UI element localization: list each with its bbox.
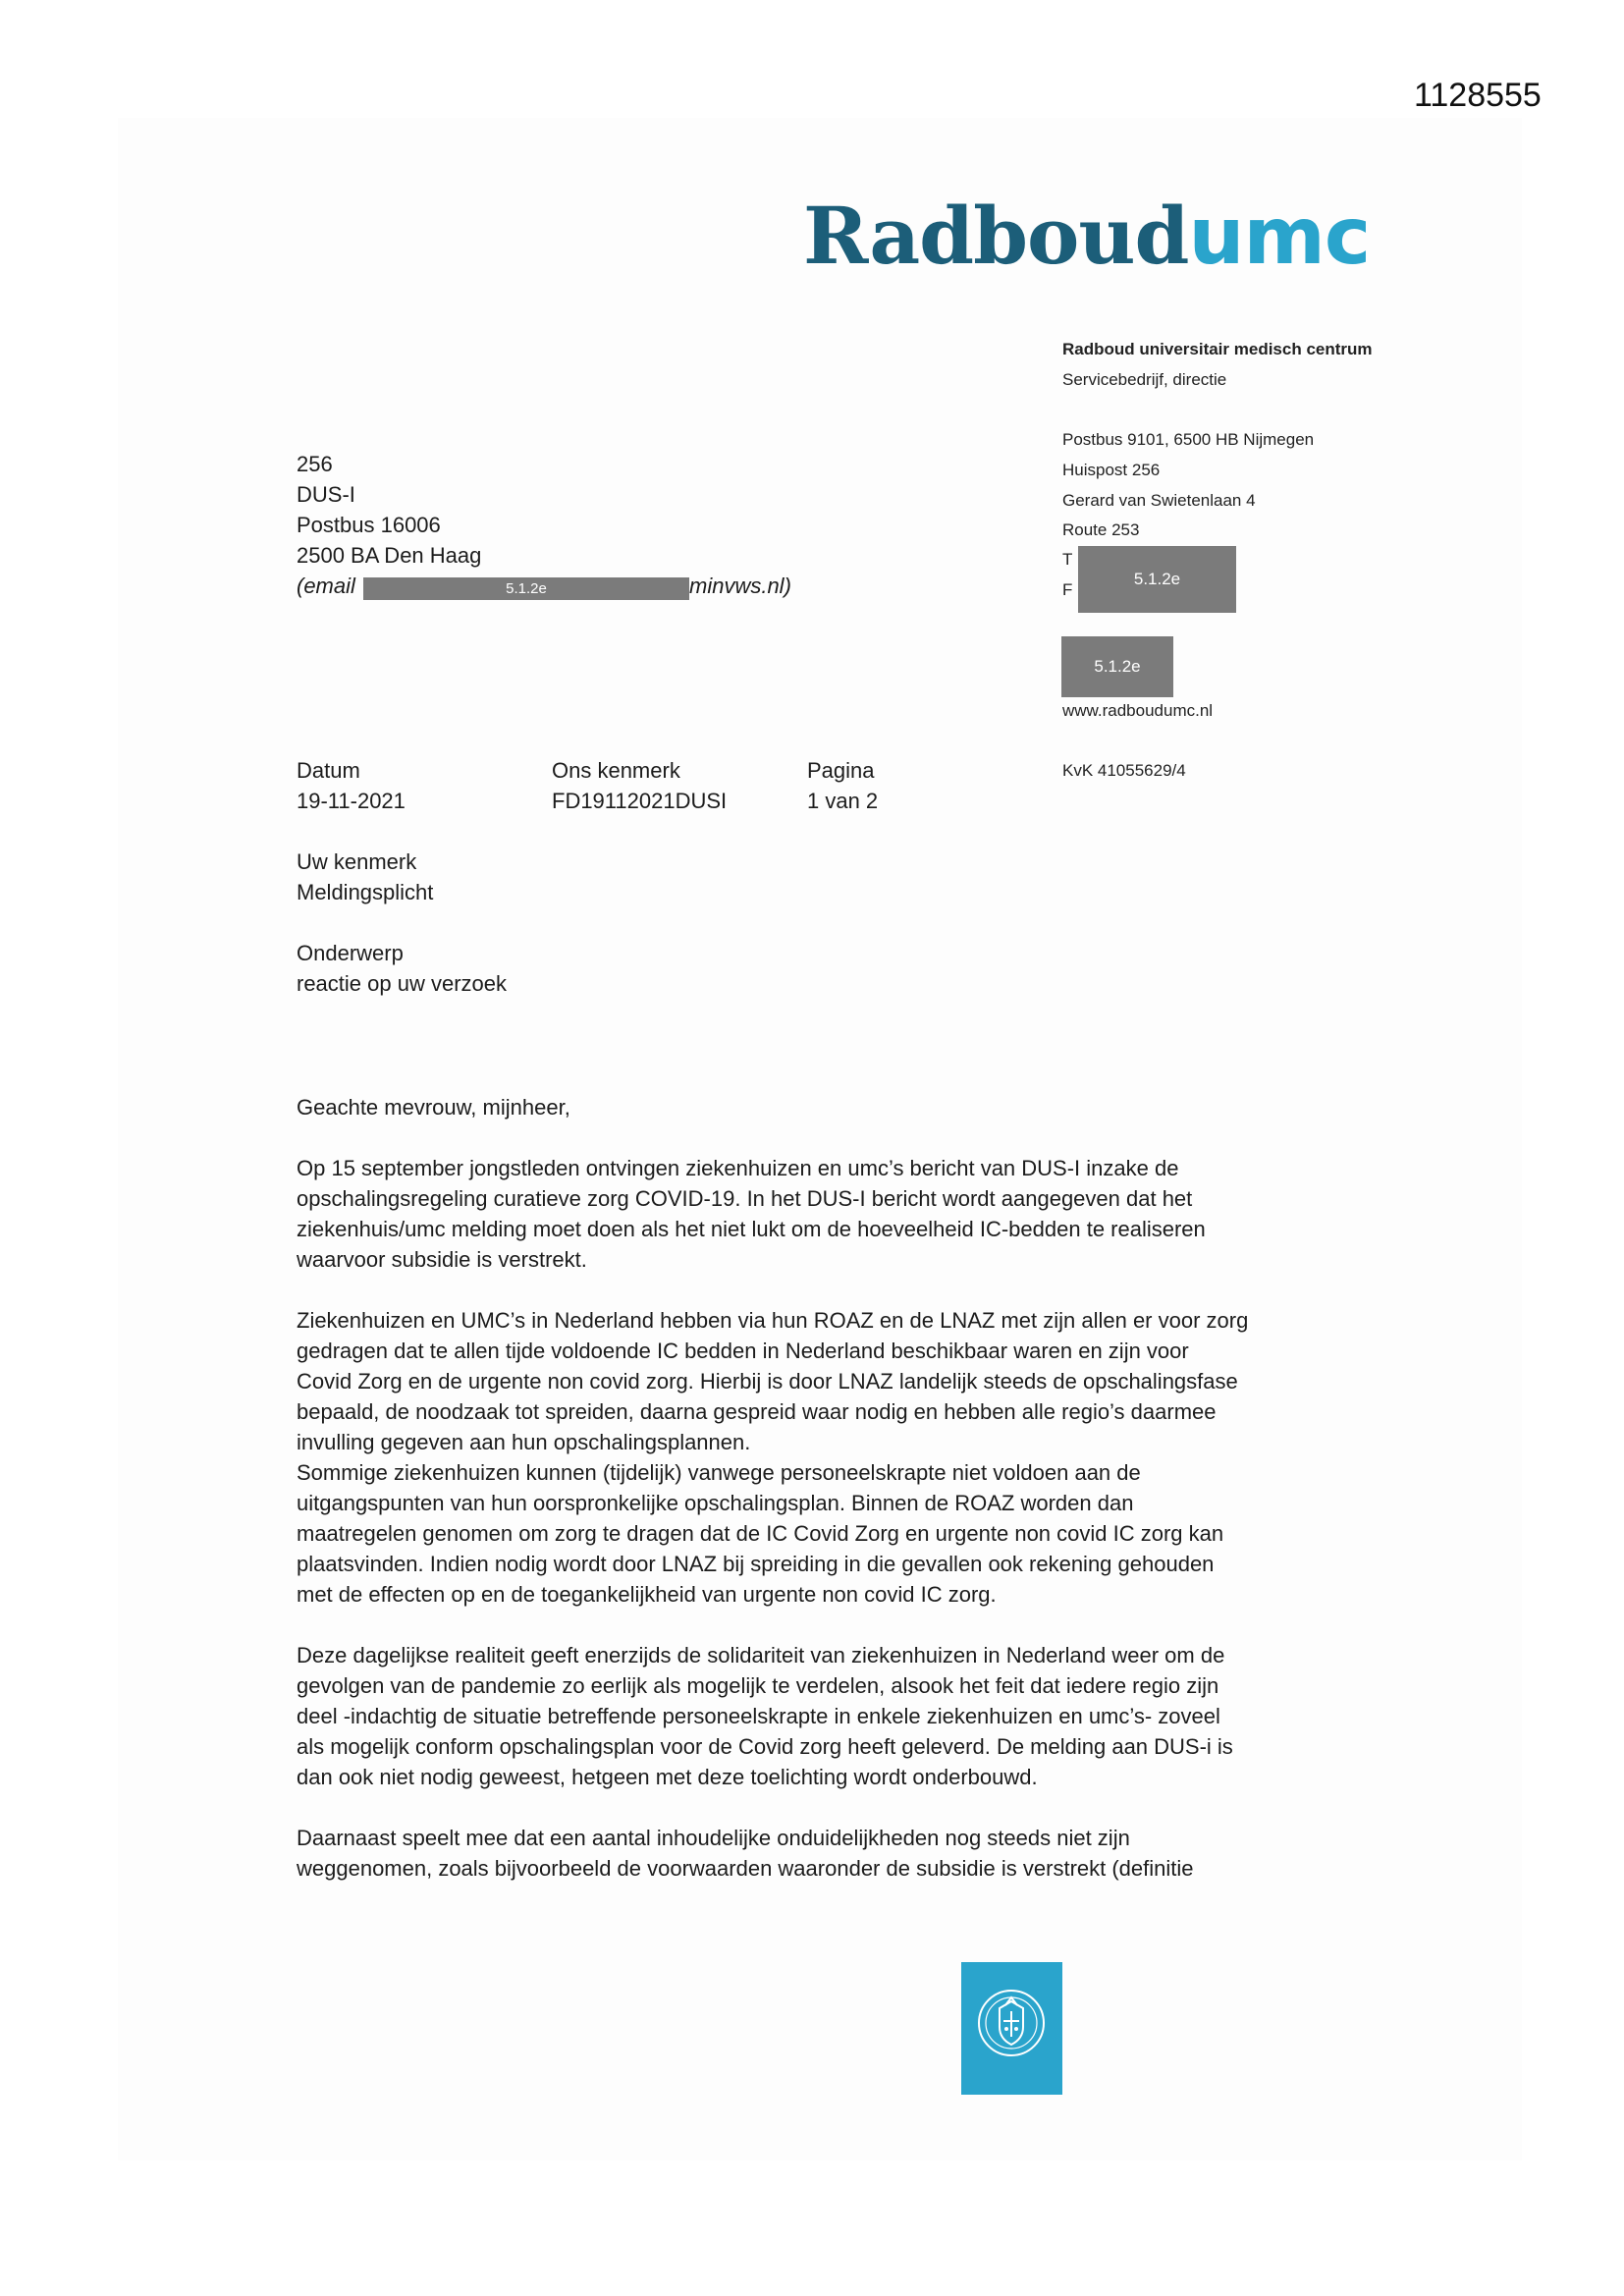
paragraph-line: opschalingsregeling curatieve zorg COVID-19. In het DUS-I bericht wordt aangegeven dat het: [297, 1186, 1193, 1211]
paragraph-line: gevolgen van de pandemie zo eerlijk als mogelijk te verdelen, alsook het feit dat iedere regio zijn: [297, 1673, 1219, 1698]
email-prefix: (email: [297, 574, 355, 598]
paragraph-line: Ziekenhuizen en UMC’s in Nederland hebben via hun ROAZ en de LNAZ met zijn allen er voor zorg: [297, 1308, 1249, 1333]
redaction-code: 5.1.2e: [1094, 657, 1141, 676]
redaction-email: [1061, 636, 1173, 697]
your-reference-label: Uw kenmerk: [297, 849, 417, 874]
paragraph-line: maatregelen genomen om zorg te dragen dat de IC Covid Zorg en urgente non covid IC zorg kan: [297, 1521, 1224, 1546]
page: [118, 118, 1522, 2160]
recipient-email-suffix: [689, 574, 791, 599]
seal-emblem-icon: [961, 1962, 1062, 2095]
sender-postbus: Postbus 9101, 6500 HB Nijmegen: [1062, 430, 1315, 449]
recipient-email-redaction: [363, 577, 689, 600]
page-value: 1 van 2: [807, 789, 879, 813]
paragraph-line: weggenomen, zoals bijvoorbeeld de voorwaarden waaronder de subsidie is verstrekt (definitie: [297, 1856, 1194, 1881]
subject-label: Onderwerp: [297, 941, 404, 965]
paragraph-line: Op 15 september jongstleden ontvingen ziekenhuizen en umc’s bericht van DUS-I inzake de: [297, 1156, 1179, 1180]
redaction-code: 5.1.2e: [506, 580, 547, 597]
paragraph-line: Sommige ziekenhuizen kunnen (tijdelijk) vanwege personeelskrapte niet voldoen aan de: [297, 1460, 1141, 1485]
paragraph-line: Daarnaast speelt mee dat een aantal inhoudelijke onduidelijkheden nog steeds niet zijn: [297, 1826, 1130, 1850]
paragraph-line: met de effecten op en de toegankelijkheid van urgente non covid IC zorg.: [297, 1582, 997, 1607]
sender-route: Route 253: [1062, 520, 1140, 539]
paragraph-line: Covid Zorg en de urgente non covid zorg. Hierbij is door LNAZ landelijk steeds de opschalingsfase: [297, 1369, 1238, 1394]
sender-kvk: KvK 41055629/4: [1062, 761, 1186, 780]
sender-fax-label: F: [1062, 580, 1073, 599]
paragraph-line: invulling gegeven aan hun opschalingsplannen.: [297, 1430, 751, 1454]
paragraph-line: Deze dagelijkse realiteit geeft enerzijds de solidariteit van ziekenhuizen in Nederland weer om de: [297, 1643, 1225, 1667]
paragraph-line: uitgangspunten van hun oorspronkelijke opschalingsplan. Binnen de ROAZ worden dan: [297, 1491, 1134, 1515]
radboud-seal-logo: [961, 1962, 1062, 2095]
date-value: 19-11-2021: [297, 789, 406, 813]
salutation: Geachte mevrouw, mijnheer,: [297, 1095, 570, 1120]
sender-department: Servicebedrijf, directie: [1062, 370, 1227, 389]
sender-website: www.radboudumc.nl: [1062, 701, 1214, 720]
recipient-line2: DUS-I: [297, 482, 355, 507]
logo-part-radboud: Radboud: [803, 190, 1189, 282]
email-suffix: minvws.nl): [689, 574, 791, 598]
logo-part-umc: umc: [1188, 191, 1371, 282]
paragraph-line: als mogelijk conform opschalingsplan voor de Covid zorg heeft geleverd. De melding aan DUS-i is: [297, 1734, 1233, 1759]
reference-label: Ons kenmerk: [552, 758, 680, 783]
paragraph-line: bepaald, de noodzaak tot spreiden, daarna gespreid waar nodig en hebben alle regio’s daarmee: [297, 1399, 1217, 1424]
page-label: Pagina: [807, 758, 875, 783]
document-number: 1128555: [1414, 77, 1542, 114]
recipient-line3: Postbus 16006: [297, 513, 441, 537]
recipient-line1: 256: [297, 452, 333, 476]
paragraph-line: gedragen dat te allen tijde voldoende IC bedden in Nederland beschikbaar waren en zijn voor: [297, 1339, 1189, 1363]
paragraph-line: plaatsvinden. Indien nodig wordt door LNAZ bij spreiding in die gevallen ook rekening gehouden: [297, 1552, 1215, 1576]
sender-phone-label: T: [1062, 550, 1073, 569]
redaction-phone-fax: [1078, 546, 1236, 613]
reference-value: FD19112021DUSI: [552, 789, 728, 813]
paragraph-line: dan ook niet nodig geweest, hetgeen met deze toelichting wordt onderbouwd.: [297, 1765, 1038, 1789]
date-label: Datum: [297, 758, 360, 783]
paragraph-line: waarvoor subsidie is verstrekt.: [297, 1247, 587, 1272]
recipient-line4: 2500 BA Den Haag: [297, 543, 482, 568]
paragraph-line: deel -indachtig de situatie betreffende personeelskrapte in enkele ziekenhuizen en umc’s- zoveel: [297, 1704, 1220, 1728]
sender-huispost: Huispost 256: [1062, 461, 1161, 479]
recipient-email-line: [297, 574, 355, 599]
subject-value: reactie op uw verzoek: [297, 971, 507, 996]
paragraph-line: ziekenhuis/umc melding moet doen als het niet lukt om de hoeveelheid IC-bedden te realiseren: [297, 1217, 1206, 1241]
sender-street: Gerard van Swietenlaan 4: [1062, 491, 1256, 510]
radboudumc-logo: [803, 190, 1371, 282]
your-reference-value: Meldingsplicht: [297, 880, 434, 904]
sender-organisation: Radboud universitair medisch centrum: [1062, 340, 1373, 358]
redaction-code: 5.1.2e: [1133, 570, 1181, 588]
